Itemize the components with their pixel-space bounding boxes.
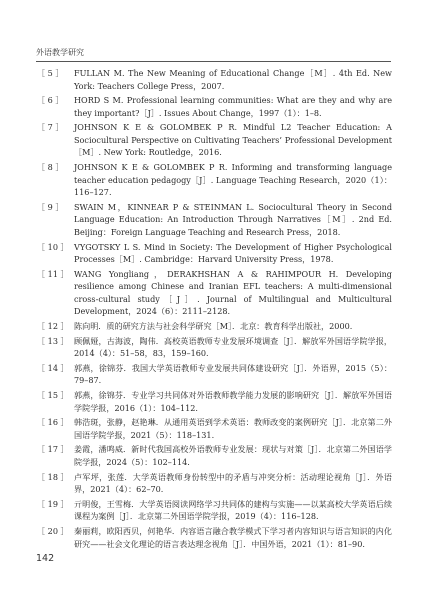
reference-number: ［ 18 ］ <box>37 471 69 482</box>
reference-item <box>36 67 392 92</box>
page-number: 142 <box>36 553 55 564</box>
reference-number: ［ 15 ］ <box>37 390 69 401</box>
reference-text: 姜霞，潘鸣威．新时代我国高校外语教师专业发展：现状与对策［J］．北京第二外国语学院学报，2024（5）：102–114. <box>74 444 392 467</box>
reference-item <box>36 121 392 159</box>
reference-item <box>36 416 392 441</box>
reference-item <box>36 268 392 318</box>
reference-item <box>36 201 392 239</box>
reference-text: SWAIN M，KINNEAR P & STEINMAN L. Sociocultural Theory in Second Language Education: An Introduction Through Narratives［M］. 2nd Ed. Beijing：Foreign Language Teaching and Research Press，2018. <box>74 201 392 237</box>
reference-number: ［ 7 ］ <box>37 122 64 133</box>
reference-number: ［ 11 ］ <box>37 268 69 279</box>
reference-text: VYGOTSKY L S. Mind in Society: The Development of Higher Psychological Processes［M］. Cambridge：Harvard University Press，1978. <box>74 241 392 265</box>
reference-text: 卢军坪，张莲．大学英语教师身份转型中的矛盾与冲突分析：活动理论视角［J］．外语界，2021（4）：62–70. <box>74 471 392 495</box>
reference-number: ［ 17 ］ <box>37 444 69 455</box>
reference-text: JOHNSON K E & GOLOMBEK P R. Informing and transforming language teacher education pedagogy［J］. Language Teaching Research，2020（1）：116–127. <box>74 162 392 198</box>
reference-text: 韩浩斑，张静，赵艳琳．从通用英语到学术英语：教师改变的案例研究［J］．北京第二外国语学院学报，2021（5）：118–131. <box>74 417 392 440</box>
reference-text: 亓明俊，王雪梅．大学英语阅读网络学习共同体的建构与实施——以某高校大学英语后续课程为案例［J］．北京第二外国语学院学报，2019（4）：116–128. <box>74 498 392 522</box>
reference-item <box>36 471 392 496</box>
reference-item <box>36 241 392 266</box>
reference-number: ［ 14 ］ <box>37 362 69 373</box>
reference-item <box>36 335 392 360</box>
reference-item <box>36 498 392 523</box>
header-rule <box>36 61 391 62</box>
reference-item <box>36 389 392 414</box>
reference-number: ［ 19 ］ <box>37 498 69 509</box>
reference-number: ［ 5 ］ <box>37 68 64 78</box>
running-header: 外语教学研究 <box>36 48 84 57</box>
reference-item <box>36 161 392 199</box>
reference-item <box>36 94 392 119</box>
reference-text: 郭燕，徐锦芬．我国大学英语教师专业发展共同体建设研究［J］．外语界，2015（5）：79–87. <box>74 362 392 386</box>
reference-number: ［ 13 ］ <box>37 335 69 346</box>
reference-list <box>36 67 392 552</box>
reference-text: JOHNSON K E & GOLOMBEK P R. Mindful L2 Teacher Education: A Sociocultural Perspective on Cultivating Teachers’ Professional Development［M］. New York: Routledge，2016. <box>74 122 392 158</box>
reference-number: ［ 16 ］ <box>37 417 69 428</box>
reference-number: ［ 6 ］ <box>37 95 64 106</box>
reference-number: ［ 12 ］ <box>37 321 69 332</box>
reference-text: 郭燕，徐锦芬．专业学习共同体对外语教师教学能力发展的影响研究［J］．解放军外国语学院学报，2016（1）：104–112. <box>74 390 392 413</box>
reference-text: 秦丽莉，欧阳西贝，何艳华．内容语言融合教学模式下学习者内容知识与语言知识的内化研究——社会文化理论的语言表达理念视角［J］．中国外语，2021（1）：81–90. <box>74 526 392 549</box>
reference-number: ［ 9 ］ <box>37 201 64 212</box>
reference-number: ［ 8 ］ <box>37 162 64 173</box>
reference-item <box>36 320 392 333</box>
reference-item <box>36 525 392 550</box>
reference-text: FULLAN M. The New Meaning of Educational Change［M］. 4th Ed. New York: Teachers College Press，2007. <box>74 68 392 91</box>
reference-number: ［ 20 ］ <box>37 526 69 536</box>
reference-number: ［ 10 ］ <box>37 241 69 252</box>
reference-item <box>36 443 392 468</box>
reference-text: HORD S M. Professional learning communities: What are they and why are they important?［J］. Issues About Change，1997（1）：1–8. <box>74 95 392 118</box>
reference-text: 顾佩娅，古海波，陶伟．高校英语教师专业发展环境调查［J］．解放军外国语学院学报，2014（4）：51–58，83，159–160. <box>74 335 392 359</box>
reference-item <box>36 362 392 387</box>
reference-text: WANG Yongliang，DERAKHSHAN A & RAHIMPOUR H. Developing resilience among Chinese and Iranian EFL teachers: A multi-dimensional cross-cultural study［J］. Journal of Multilingual and Multicultural Development，2024（6）：2111–2128. <box>74 268 392 317</box>
reference-text: 陈向明．质的研究方法与社会科学研究［M］．北京：教育科学出版社，2000. <box>74 321 353 332</box>
